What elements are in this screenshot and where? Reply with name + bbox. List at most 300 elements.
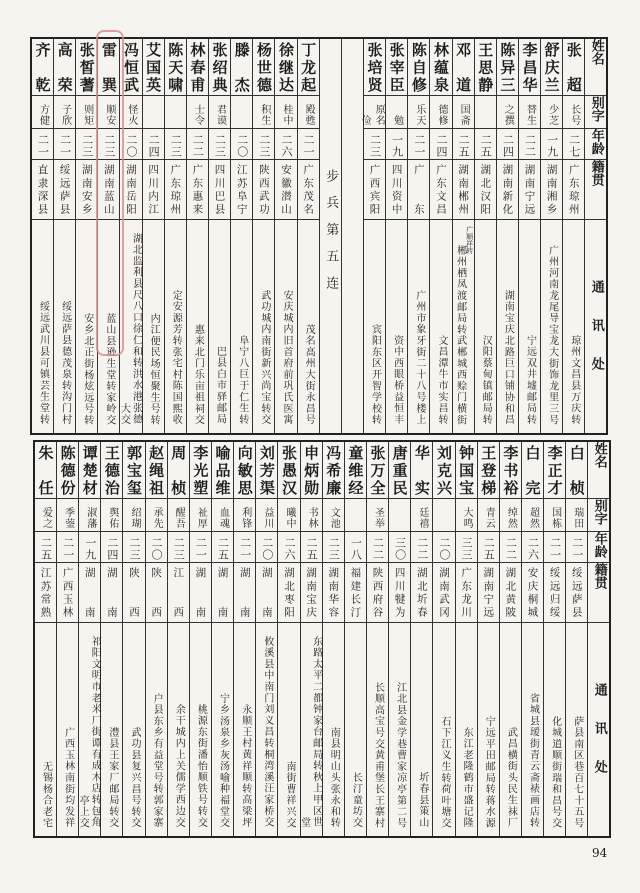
- person-origin-cell: [278, 562, 300, 622]
- person-address: 安乡北正街杨炫远号转: [81, 312, 93, 426]
- person-address-cell: [186, 219, 208, 434]
- person-origin: 广东琼州: [567, 163, 580, 214]
- red-highlight-annotation: [96, 30, 124, 356]
- person-age: 二四: [501, 133, 515, 158]
- person-name-cell: [297, 38, 319, 95]
- person-address-cell: [455, 622, 477, 837]
- person-name: 舒庆兰: [542, 42, 561, 92]
- person-name-cell: [164, 38, 186, 95]
- person-name-cell: [211, 441, 233, 498]
- person-age-cell: [344, 531, 366, 562]
- person-origin: 湖北黄陂: [504, 566, 517, 617]
- person-age-cell: [164, 128, 186, 159]
- person-age-cell: [253, 128, 275, 159]
- header-origin: 籍贯: [588, 159, 604, 186]
- person-address: 资中西眼桥益恒丰: [391, 335, 403, 426]
- person-age: 二三: [127, 536, 141, 561]
- person-name: 张超: [564, 42, 583, 92]
- person-alias: 舆佑: [106, 506, 118, 529]
- person-name-cell: [499, 441, 521, 498]
- person-name: 张绍典: [210, 42, 229, 92]
- person-alias-cell: [300, 498, 322, 531]
- header-origin: 籍贯: [591, 562, 607, 589]
- person-address: 琼州文昌县万庆转: [568, 335, 580, 426]
- person-name: 唐重民: [390, 445, 409, 495]
- person-origin: 四川资中: [390, 163, 403, 214]
- person-address: 圻春县策山: [416, 772, 428, 829]
- person-age-cell: [231, 128, 253, 159]
- person-name-cell: [31, 38, 53, 95]
- person-age-cell: [101, 531, 123, 562]
- person-age-cell: [433, 531, 455, 562]
- person-age: 二〇: [150, 536, 164, 561]
- person-address-cell: [386, 219, 408, 434]
- person-alias-cell: [359, 95, 385, 128]
- person-address-cell: [518, 219, 540, 434]
- person-origin: 湖南宁远: [523, 163, 536, 214]
- person-alias: 廷禧: [416, 506, 428, 529]
- person-address-cell: [189, 622, 211, 837]
- person-origin-cell: [566, 562, 588, 622]
- person-alias-cell: [79, 498, 101, 531]
- person-name: 齐乾: [33, 42, 52, 92]
- person-alias: 书林: [306, 506, 318, 529]
- person-alias-cell: [344, 498, 366, 531]
- person-name: 陈自修: [409, 42, 428, 92]
- person-origin: 陕西府谷: [371, 566, 384, 617]
- person-origin: 广东茂名: [302, 163, 315, 214]
- person-age: 二一: [412, 133, 426, 158]
- person-address-cell: [76, 219, 98, 434]
- person-age: 三〇: [393, 536, 407, 561]
- person-name-cell: [53, 38, 75, 95]
- person-origin: 江苏阜宁: [235, 163, 248, 214]
- person-origin-cell: [366, 562, 388, 622]
- person-address: 宾阳东区开智学校转: [369, 323, 381, 426]
- person-age: 二三: [257, 133, 271, 158]
- person-origin-cell: [408, 159, 430, 219]
- person-name-cell: [477, 441, 499, 498]
- header-age-cell: [588, 531, 610, 562]
- person-alias-cell: [474, 95, 496, 128]
- person-age-cell: [34, 531, 56, 562]
- person-alias-cell: [76, 95, 98, 128]
- person-address: 长汀童坊交: [350, 772, 362, 829]
- person-age-cell: [518, 128, 540, 159]
- person-alias: 桂中: [280, 103, 292, 126]
- person-address: 绥远武川县可镇芸生堂转: [37, 301, 49, 426]
- person-alias-cell: [563, 95, 585, 128]
- person-age-cell: [389, 531, 411, 562]
- person-address-cell: [363, 219, 385, 434]
- person-address-cell: [499, 622, 521, 837]
- person-name: 王德治: [102, 445, 121, 495]
- row-origin: [34, 562, 610, 622]
- person-origin: 广西玉林: [61, 566, 74, 617]
- person-name: 冯希廉: [324, 445, 343, 495]
- person-alias-cell: [256, 498, 278, 531]
- person-name: 陈德份: [58, 445, 77, 495]
- person-age-cell: [76, 128, 98, 159]
- person-address-cell: [101, 622, 123, 837]
- person-age-cell: [123, 531, 145, 562]
- person-age: 一九: [545, 133, 559, 158]
- person-origin-cell: [167, 562, 189, 622]
- person-name-cell: [256, 441, 278, 498]
- person-alias-cell: [411, 498, 433, 531]
- person-name: 喻品维: [213, 445, 232, 495]
- person-alias: 大鸣: [461, 506, 473, 529]
- header-origin-cell: [585, 159, 607, 219]
- person-address: 南街曹祥兴交: [283, 760, 295, 829]
- person-origin-cell: [411, 562, 433, 622]
- person-origin: 四川巴县: [213, 163, 226, 214]
- person-alias-cell: [322, 498, 344, 531]
- person-address: 长顺高宝号交黄甫堡长王寨村: [372, 681, 384, 829]
- person-address-cell: [79, 622, 101, 837]
- person-name: 谭楚材: [80, 445, 99, 495]
- person-address: 阜宁八巨于仁生转: [236, 335, 248, 426]
- person-alias: 原名俭: [359, 103, 385, 126]
- person-origin-cell: [211, 562, 233, 622]
- person-age: 二三: [172, 536, 186, 561]
- row-alias: [34, 498, 610, 531]
- person-address: 南县明山头张永和转: [328, 726, 340, 829]
- person-origin-cell: [186, 159, 208, 219]
- header-name: 姓名: [591, 442, 607, 468]
- person-age: 三三: [460, 536, 474, 561]
- person-address: 宁远平田邮局转蒋水源: [483, 715, 495, 829]
- person-age-cell: [189, 531, 211, 562]
- person-age-cell: [477, 531, 499, 562]
- person-age-cell: [455, 531, 477, 562]
- person-origin: 湖南: [83, 566, 96, 617]
- person-origin: 湖南华容: [327, 566, 340, 617]
- person-age: 二三: [102, 133, 116, 158]
- person-address-cell: [344, 622, 366, 837]
- person-name: 李书裕: [501, 445, 520, 495]
- person-name-cell: [253, 38, 275, 95]
- person-origin: 广东: [412, 163, 425, 214]
- person-address: 石下江义生转荷叶塘交: [438, 715, 450, 829]
- person-name-cell: [496, 38, 518, 95]
- person-alias: 瑞田: [571, 506, 583, 529]
- person-age: 二三: [368, 133, 382, 158]
- person-name: 张皙蓍: [77, 42, 96, 92]
- person-name: 向敏思: [235, 445, 254, 495]
- person-age: 二七: [567, 133, 581, 158]
- person-address: 桃源东街潘怡顺铁号转交: [195, 704, 207, 829]
- person-origin: 湖北圻春: [415, 566, 428, 617]
- person-age: 二三: [169, 133, 183, 158]
- person-origin-cell: [452, 159, 474, 219]
- person-name: 冯恒武: [121, 42, 140, 92]
- person-address: 广州市象牙街二十八号楼上: [413, 289, 425, 426]
- person-address: 安庆城内旧首府前巩氏医寓: [280, 289, 292, 426]
- person-address-cell: [477, 622, 499, 837]
- person-address: 文昌潭牛市实昌转: [435, 335, 447, 426]
- person-alias: 淑藩: [84, 506, 96, 529]
- person-name: 周桢: [169, 445, 188, 495]
- person-name: 张培贤: [365, 42, 384, 92]
- person-age: 二一: [302, 133, 316, 158]
- person-origin-cell: [76, 159, 98, 219]
- person-origin: 四川内江: [147, 163, 160, 214]
- person-name-cell: [34, 441, 56, 498]
- person-name: 申炳勋: [302, 445, 321, 495]
- person-name: 张愚汉: [279, 445, 298, 495]
- person-address-cell: [474, 219, 496, 434]
- person-address-cell: [411, 622, 433, 837]
- person-address-cell: [275, 219, 297, 434]
- header-name-cell: [585, 38, 607, 95]
- person-age: 二四: [105, 536, 119, 561]
- person-address: 宁远双井墟邮局转: [524, 335, 536, 426]
- person-age: 二二: [523, 133, 537, 158]
- person-name: 陈异三: [498, 42, 517, 92]
- person-address: 化城道顺街瑞和昌号交: [549, 715, 561, 829]
- person-address-cell: [278, 622, 300, 837]
- person-address: 武昌横街头民生袜厂: [505, 726, 517, 829]
- row-address: [34, 622, 610, 837]
- person-name-cell: [452, 38, 474, 95]
- person-name-cell: [518, 38, 540, 95]
- person-age: 二二: [191, 133, 205, 158]
- person-origin-cell: [123, 562, 145, 622]
- person-origin-cell: [275, 159, 297, 219]
- person-address-cell: [452, 219, 474, 434]
- person-age: 二六: [279, 133, 293, 158]
- person-origin-cell: [363, 159, 385, 219]
- person-address: 澧县王家厂邮局转交: [106, 726, 118, 829]
- person-address-cell: [541, 219, 563, 434]
- person-address: 茂名高州大街永昌号: [303, 323, 315, 426]
- person-age: 一八: [349, 536, 363, 561]
- person-alias-cell: [53, 95, 75, 128]
- header-origin-cell: [588, 562, 610, 622]
- person-alias-cell: [164, 95, 186, 128]
- person-address: 广西玉林南街均发祥: [62, 726, 74, 829]
- person-origin: 直隶深县: [36, 163, 49, 214]
- person-name: 张万全: [368, 445, 387, 495]
- person-alias: 超然: [527, 506, 539, 529]
- person-alias-cell: [186, 95, 208, 128]
- person-address: 广州河南龙尾导宝龙大街饰龙里三号: [546, 244, 558, 426]
- person-origin-cell: [31, 159, 53, 219]
- person-address: 祁阳文明市老米厂街谭有成木店转包角亭上交: [77, 636, 101, 829]
- person-age: 二四: [147, 133, 161, 158]
- person-address: 汉阳蔡甸镇邮局转: [480, 335, 492, 426]
- person-name-cell: [234, 441, 256, 498]
- person-age-cell: [322, 531, 344, 562]
- person-age-cell: [408, 128, 430, 159]
- person-origin-cell: [164, 159, 186, 219]
- person-name: 丁龙起: [299, 42, 318, 92]
- person-alias-cell: [366, 498, 388, 531]
- person-name-cell: [563, 38, 585, 95]
- person-name-cell: [363, 38, 385, 95]
- person-origin-cell: [544, 562, 566, 622]
- person-name-cell: [411, 441, 433, 498]
- person-name-cell: [541, 38, 563, 95]
- person-age: 一九: [390, 133, 404, 158]
- person-address: 永顺王村黄祥顺转高梁坪: [239, 704, 251, 829]
- person-alias: 乐天: [413, 103, 425, 126]
- header-address-cell: [585, 219, 607, 434]
- person-alias: 青云: [483, 506, 495, 529]
- person-age-cell: [544, 531, 566, 562]
- person-name: 徐继达: [276, 42, 295, 92]
- person-alias-cell: [56, 498, 78, 531]
- person-address-cell: [211, 622, 233, 837]
- person-age-cell: [452, 128, 474, 159]
- person-age: 二四: [434, 133, 448, 158]
- person-address-cell: [145, 622, 167, 837]
- person-age: 二一: [36, 133, 50, 158]
- person-origin: 安徽潜山: [279, 163, 292, 214]
- person-address-cell: [300, 622, 322, 837]
- person-name: 白完: [523, 445, 542, 495]
- person-alias: 季蓥: [62, 506, 74, 529]
- person-origin: 湖南武冈: [437, 566, 450, 617]
- person-age: 二五: [305, 536, 319, 561]
- person-age: 二五: [39, 536, 53, 561]
- person-name: 张宰臣: [387, 42, 406, 92]
- person-address-cell: [231, 219, 253, 434]
- person-address-cell: [566, 622, 588, 837]
- person-origin: 四川犍为: [393, 566, 406, 617]
- person-age-cell: [300, 531, 322, 562]
- person-alias-cell: [541, 95, 563, 128]
- person-address-cell: [297, 219, 319, 434]
- person-age: 二〇: [437, 536, 451, 561]
- person-name: 林春甫: [188, 42, 207, 92]
- person-address: 萨县南区巷百七十五号: [571, 715, 583, 829]
- person-address: 宁乡汤泉乡灰汤喻种福堂交: [217, 692, 229, 829]
- person-name-cell: [186, 38, 208, 95]
- person-age: 二一: [548, 536, 562, 561]
- person-alias-cell: [234, 498, 256, 531]
- person-age-cell: [521, 531, 543, 562]
- person-name: 刘克兴: [434, 445, 453, 495]
- person-name-cell: [366, 441, 388, 498]
- person-alias: 殿甦: [303, 103, 315, 126]
- person-address-cell: [31, 219, 53, 434]
- person-address: 东路太平二都钟家台邮局转秋上甲区世堂: [298, 636, 322, 829]
- person-age-cell: [145, 531, 167, 562]
- person-alias: 文池: [328, 506, 340, 529]
- person-address-cell: [34, 622, 56, 837]
- person-alias: 醒吾: [173, 506, 185, 529]
- person-alias: 子欣: [59, 103, 71, 126]
- person-address: 攸溪县中南门刘义昌转桐湾溪汪家桥交: [261, 636, 273, 829]
- person-origin: 广东龙川: [460, 566, 473, 617]
- person-alias: 勉: [391, 114, 403, 126]
- person-name-cell: [167, 441, 189, 498]
- person-origin-cell: [521, 562, 543, 622]
- person-address-cell: [142, 219, 164, 434]
- person-address-cell: [123, 622, 145, 837]
- person-address-cell: [366, 622, 388, 837]
- person-name: 白桢: [567, 445, 586, 495]
- person-name-cell: [344, 441, 366, 498]
- person-address-cell: [496, 219, 518, 434]
- person-age-cell: [256, 531, 278, 562]
- person-address-cell: [167, 622, 189, 837]
- person-address: 定安源芳转张宅村陈国熙收: [170, 289, 182, 426]
- person-age-cell: [363, 128, 385, 159]
- person-alias: 则矩: [81, 103, 93, 126]
- person-address-cell: [322, 622, 344, 837]
- person-address: 余干城内上关儒学西边交: [173, 704, 185, 829]
- person-age: 二二: [504, 536, 518, 561]
- person-origin: 安庆桐城: [526, 566, 539, 617]
- person-alias: 曦中: [283, 506, 295, 529]
- person-age: 二二: [415, 536, 429, 561]
- page-number: 94: [592, 846, 608, 860]
- section-label: 步兵第五连: [323, 169, 339, 289]
- person-age: 二一: [58, 133, 72, 158]
- person-alias-cell: [34, 498, 56, 531]
- person-alias-cell: [145, 498, 167, 531]
- person-age: 二〇: [235, 133, 249, 158]
- header-address: 通讯处: [588, 279, 604, 370]
- person-address: 绥远萨县德茂泉转沟门村: [59, 301, 71, 426]
- person-age: 二〇: [260, 536, 274, 561]
- person-alias: 国栋: [549, 506, 561, 529]
- person-age: 二六: [282, 536, 296, 561]
- person-name-cell: [408, 38, 430, 95]
- person-address-cell: [433, 622, 455, 837]
- person-origin: 湖南: [260, 566, 273, 617]
- person-alias-cell: [167, 498, 189, 531]
- person-origin-cell: [231, 159, 253, 219]
- person-origin-cell: [53, 159, 75, 219]
- person-name-cell: [433, 441, 455, 498]
- person-origin-cell: [256, 562, 278, 622]
- person-name-cell: [189, 441, 211, 498]
- person-age-cell: [541, 128, 563, 159]
- person-alias-cell: [278, 498, 300, 531]
- header-age-cell: [585, 128, 607, 159]
- person-origin-cell: [389, 562, 411, 622]
- person-age-cell: [563, 128, 585, 159]
- person-name: 高荣: [55, 42, 74, 92]
- person-age: 二〇: [124, 133, 138, 158]
- person-age-cell: [167, 531, 189, 562]
- person-alias-cell: [253, 95, 275, 128]
- person-alias-cell: [544, 498, 566, 531]
- person-address: 湖南宝庆北路巨口铺协和昌: [502, 289, 514, 426]
- person-name-cell: [389, 441, 411, 498]
- person-name: 李正才: [545, 445, 564, 495]
- header-alias: 别字: [591, 498, 607, 525]
- person-origin-cell: [101, 562, 123, 622]
- person-name-cell: [208, 38, 230, 95]
- person-age-cell: [275, 128, 297, 159]
- row-age: [34, 531, 610, 562]
- person-age-cell: [430, 128, 452, 159]
- person-name: 华实: [412, 445, 431, 495]
- person-alias: 血魂: [217, 506, 229, 529]
- person-age: 二一: [570, 536, 584, 561]
- person-origin-cell: [189, 562, 211, 622]
- person-name: 童维经: [346, 445, 365, 495]
- person-alias-cell: [433, 498, 455, 531]
- person-name: 艾国英: [144, 42, 163, 92]
- person-name: 王登梯: [479, 445, 498, 495]
- address-note: 广顺祥转: [465, 225, 474, 254]
